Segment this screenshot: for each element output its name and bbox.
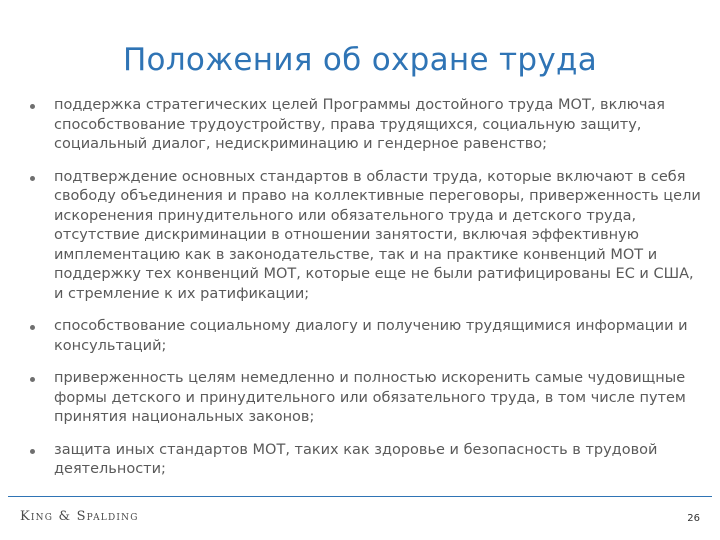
- page-number: 26: [687, 513, 700, 524]
- bullet-dot-icon: [30, 176, 35, 181]
- bullet-text: приверженность целям немедленно и полностью искоренить самые чудовищные формы детского и принудительного или обязательного труда, в том числе путем принятия национальных законов;: [54, 370, 686, 425]
- bullet-item: [28, 317, 704, 356]
- company-logo: King & Spalding: [20, 509, 139, 524]
- bullet-item: [28, 369, 704, 428]
- footer-divider: [8, 496, 712, 497]
- bullet-item: [28, 441, 704, 480]
- bullet-text: поддержка стратегических целей Программы достойного труда МОТ, включая способствование трудоустройству, права трудящихся, социальную защиту, социальный диалог, недискриминацию и гендерное равенство;: [54, 97, 665, 152]
- bullet-text: защита иных стандартов МОТ, таких как здоровье и безопасность в трудовой деятельности;: [54, 441, 658, 477]
- bullet-item: [28, 168, 704, 305]
- bullet-dot-icon: [30, 449, 35, 454]
- bullet-text: подтверждение основных стандартов в области труда, которые включают в себя свободу объединения и право на коллективные переговоры, приверженность цели искоренения принудительного или обязательного труда и детского труда, отсутствие дискриминации в отношении занятости, включая эффективную имплементацию как в законодательстве, так и на практике конвенций МОТ и поддержку тех конвенций МОТ, которые еще не были ратифицированы ЕС и США, и стремление к их ратификации;: [54, 168, 701, 302]
- bullet-dot-icon: [30, 377, 35, 382]
- bullet-list: [28, 96, 704, 493]
- slide-title: Положения об охране труда: [122, 42, 598, 78]
- bullet-text: способствование социальному диалогу и получению трудящимися информации и консультаций;: [54, 318, 688, 354]
- bullet-dot-icon: [30, 104, 35, 109]
- bullet-dot-icon: [30, 325, 35, 330]
- bullet-item: [28, 96, 704, 155]
